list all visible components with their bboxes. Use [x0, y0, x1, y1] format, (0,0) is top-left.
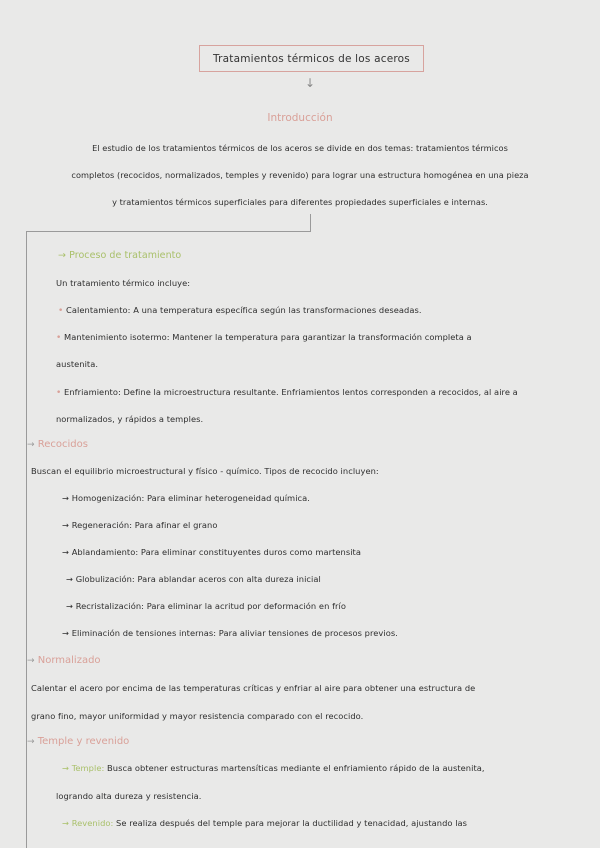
arrow-right-icon: → — [27, 737, 35, 747]
recocido-item: → Globulización: Para ablandar aceros con alta dureza inicial — [66, 574, 321, 584]
connector-line — [310, 214, 311, 232]
intro-line: El estudio de los tratamientos térmicos de los aceros se divide en dos temas: tratamientos térmicos — [92, 143, 508, 153]
arrow-right-icon: → — [27, 656, 35, 666]
intro-line: completos (recocidos, normalizados, temples y revenido) para lograr una estructura homogénea en una pieza — [71, 170, 529, 180]
temple-item-cont: logrando alta dureza y resistencia. — [56, 791, 202, 801]
bullet-icon: • — [56, 333, 62, 343]
proceso-item: • Mantenimiento isotermo: Mantener la temperatura para garantizar la transformación completa a — [56, 332, 472, 343]
recocidos-heading: → Recocidos — [27, 439, 88, 450]
timeline-line — [26, 231, 27, 848]
proceso-item-cont: austenita. — [56, 359, 99, 369]
temple-heading: → Temple y revenido — [27, 736, 130, 747]
proceso-item: • Calentamiento: A una temperatura específica según las transformaciones deseadas. — [58, 305, 422, 316]
proceso-item: • Enfriamiento: Define la microestructura resultante. Enfriamientos lentos corresponden a recocidos, al aire a — [56, 387, 518, 398]
revenido-item: → Revenido: Se realiza después del temple para mejorar la ductilidad y tenacidad, ajustando las — [62, 818, 468, 828]
proceso-intro: Un tratamiento térmico incluye: — [56, 278, 191, 288]
normalizado-heading: → Normalizado — [27, 655, 101, 666]
intro-line: y tratamientos térmicos superficiales para diferentes propiedades superficiales e internas. — [112, 197, 488, 207]
proceso-item-cont: normalizados, y rápidos a temples. — [56, 414, 204, 424]
recocido-item: → Ablandamiento: Para eliminar constituyentes duros como martensita — [62, 547, 361, 557]
page-title: Tratamientos térmicos de los aceros — [199, 45, 424, 72]
bullet-icon: • — [56, 388, 62, 398]
temple-item: → Temple: Busca obtener estructuras martensíticas mediante el enfriamiento rápido de la austenita, — [62, 763, 485, 773]
recocido-item: → Recristalización: Para eliminar la acritud por deformación en frío — [66, 601, 346, 611]
bullet-icon: • — [58, 306, 64, 316]
intro-heading: Introducción — [267, 112, 333, 124]
normalizado-line: grano fino, mayor uniformidad y mayor resistencia comparado con el recocido. — [31, 711, 364, 721]
proceso-heading: → Proceso de tratamiento — [58, 250, 182, 261]
arrow-down-icon: ↓ — [305, 76, 316, 90]
recocido-item: → Eliminación de tensiones internas: Para aliviar tensiones de procesos previos. — [62, 628, 398, 638]
recocidos-intro: Buscan el equilibrio microestructural y físico - químico. Tipos de recocido incluyen: — [31, 466, 379, 476]
recocido-item: → Homogenización: Para eliminar heterogeneidad química. — [62, 493, 310, 503]
normalizado-line: Calentar el acero por encima de las temperaturas críticas y enfriar al aire para obtener una estructura de — [31, 683, 476, 693]
recocido-item: → Regeneración: Para afinar el grano — [62, 520, 218, 530]
connector-line — [26, 231, 310, 232]
arrow-right-icon: → — [27, 440, 35, 450]
